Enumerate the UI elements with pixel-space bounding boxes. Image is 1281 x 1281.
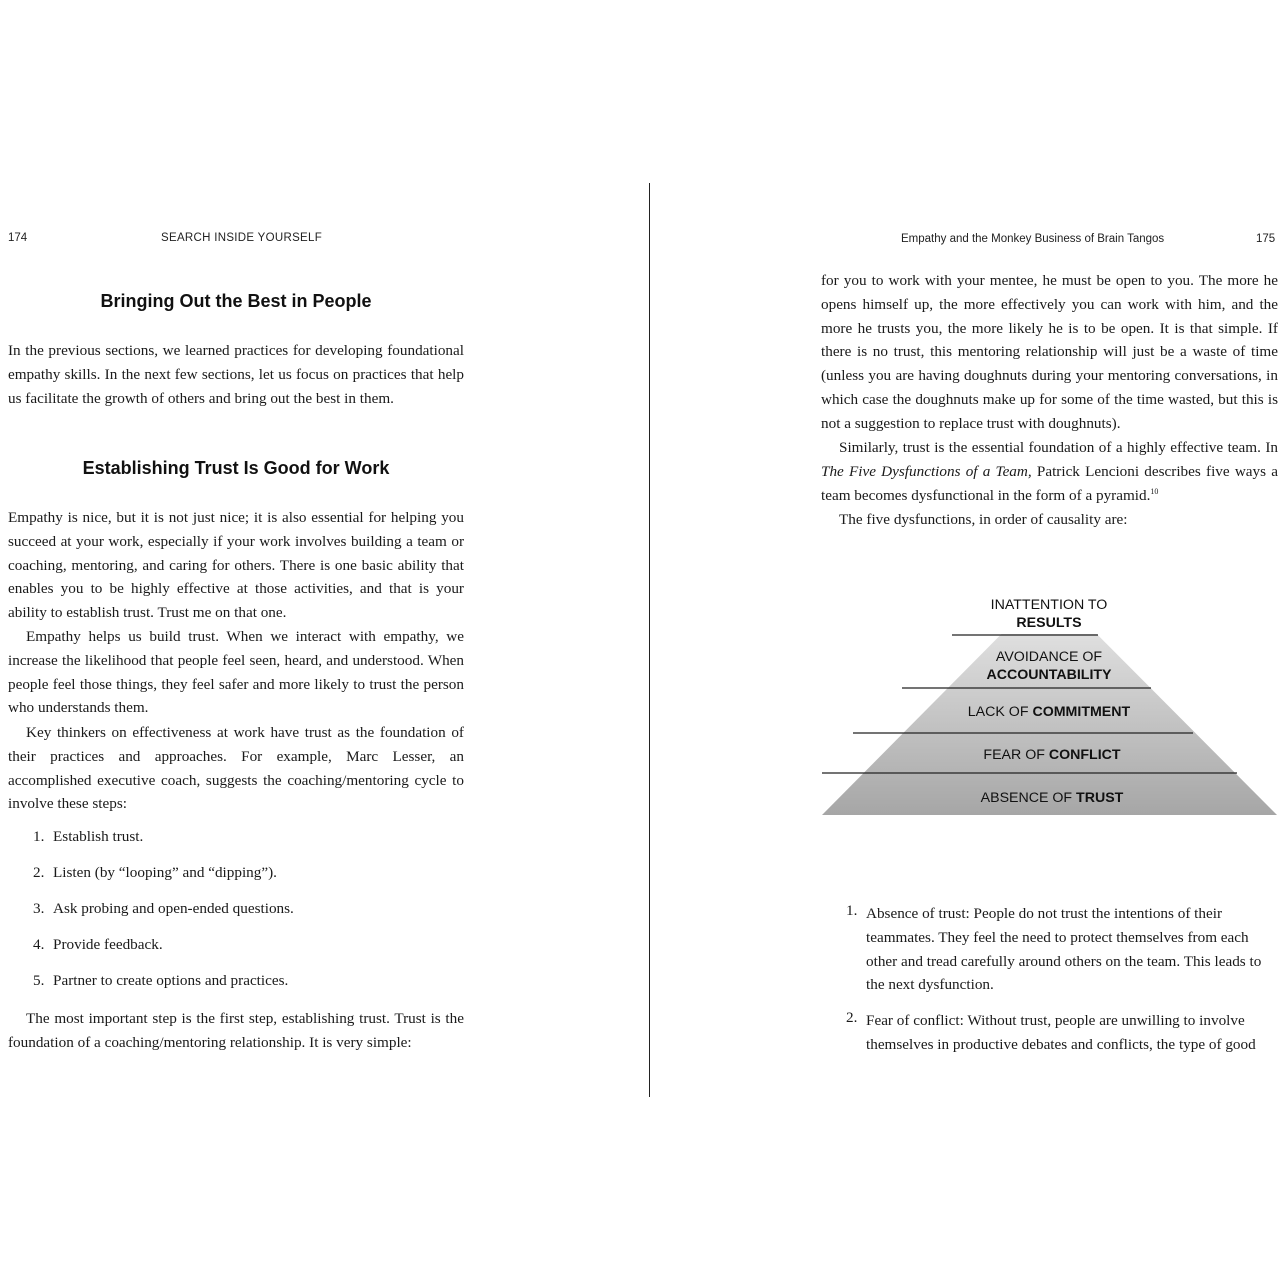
paragraph: The five dysfunctions, in order of causality are:: [839, 511, 1128, 528]
list-item: [33, 864, 453, 900]
list-text: Partner to create options and practices.: [53, 972, 289, 989]
list-number: 4.: [33, 936, 45, 953]
list-number: 1.: [846, 902, 858, 919]
list-item: [33, 972, 453, 1008]
paragraph-text: Patrick Lencioni describes five ways a team becomes dysfunctional in the form of a pyramid.: [821, 462, 1278, 504]
paragraph: Key thinkers on effectiveness at work have trust as the foundation of their practices and approaches. For example, Marc Lesser, an accomplished executive coach, suggests the coaching/mentoring cycle to involve these steps:: [8, 724, 464, 813]
paragraph: Empathy is nice, but it is not just nice; it is also essential for helping you succeed at your work, especially if your work involves building a team or coaching, mentoring, and caring for others. There is one basic ability that enables you to be highly effective at those activities, and that is your ability to establish trust. Trust me on that one.: [8, 509, 464, 622]
tier-label-accountability: AVOIDANCE OF: [995, 649, 1103, 665]
list-item: [846, 1009, 1264, 1057]
list-number: 2.: [846, 1009, 858, 1027]
page-number: 174: [8, 232, 28, 244]
list-item: [33, 828, 453, 864]
footnote-marker: 10: [1150, 486, 1159, 496]
left-page: [0, 0, 640, 1281]
running-head: SEARCH INSIDE YOURSELF: [161, 232, 323, 244]
tier-label-trust: ABSENCE OF TRUST: [980, 790, 1124, 806]
section-heading: Establishing Trust Is Good for Work: [82, 458, 390, 478]
list-item: [846, 902, 1264, 997]
running-head: Empathy and the Monkey Business of Brain Tangos: [901, 233, 1165, 245]
list-text: Ask probing and open-ended questions.: [53, 900, 294, 917]
tier-label-accountability-bold: ACCOUNTABILITY: [986, 667, 1112, 683]
list-text: Establish trust.: [53, 828, 144, 845]
five-dysfunctions-pyramid: [822, 586, 1277, 816]
list-number: 2.: [33, 864, 45, 881]
coaching-steps-list: [33, 828, 453, 1008]
tier-label-results: INATTENTION TO: [990, 597, 1108, 613]
tier-label-conflict: FEAR OF CONFLICT: [983, 747, 1121, 763]
paragraph: The most important step is the first step, establishing trust. Trust is the foundation of a coaching/mentoring relationship. It is very simple:: [8, 1010, 464, 1051]
page-number: 175: [1256, 233, 1276, 245]
list-text: Listen (by “looping” and “dipping”).: [53, 864, 277, 881]
list-text: Fear of conflict: Without trust, people are unwilling to involve themselves in productive debates and conflicts, the type of good: [866, 1012, 1256, 1053]
list-number: 5.: [33, 972, 45, 989]
list-number: 3.: [33, 900, 45, 917]
list-text: Provide feedback.: [53, 936, 163, 953]
paragraph: Empathy helps us build trust. When we interact with empathy, we increase the likelihood that people feel seen, heard, and understood. When people feel those things, they feel safer and more likely to trust the person who understands them.: [8, 628, 464, 717]
tier-label-commitment: LACK OF COMMITMENT: [967, 704, 1131, 720]
list-text: Absence of trust: People do not trust the intentions of their teammates. They feel the need to protect themselves from each other and tread carefully around others on the team. This leads to the next dysfunction.: [866, 905, 1262, 994]
book-title: The Five Dysfunctions of a Team,: [821, 462, 1032, 480]
dysfunctions-list: [846, 902, 1264, 1057]
paragraph-text: Similarly, trust is the essential foundation of a highly effective team. In: [839, 439, 1278, 456]
list-item: [33, 936, 453, 972]
paragraph: [821, 436, 1278, 507]
list-item: [33, 900, 453, 936]
right-page: [650, 0, 1281, 1281]
paragraph: In the previous sections, we learned practices for developing foundational empathy skills. In the next few sections, let us focus on practices that help us facilitate the growth of others and bring out the best in them.: [8, 342, 464, 407]
list-number: 1.: [33, 828, 45, 845]
paragraph: for you to work with your mentee, he must be open to you. The more he opens himself up, the more effectively you can work with him, and the more he trusts you, the more likely he is to be open. It is that simple. If there is no trust, this mentoring relationship will just be a waste of time (unless you are having doughnuts during your mentoring conversations, in which case the doughnuts make up for some of the time wasted, but this is not a suggestion to replace trust with doughnuts).: [821, 272, 1278, 432]
tier-label-results-bold: RESULTS: [1016, 615, 1082, 631]
section-heading: Bringing Out the Best in People: [100, 291, 372, 311]
